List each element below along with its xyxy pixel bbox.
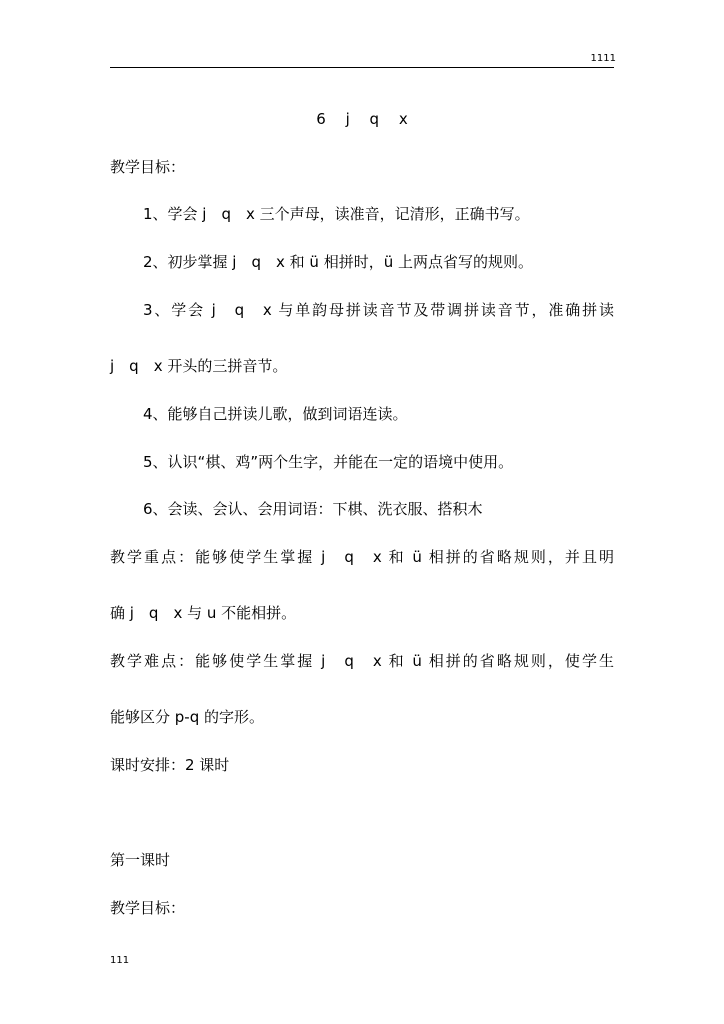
key-point: 教学重点：能够使学生掌握 j q x 和 ü 相拼的省略规则，并且明 (110, 548, 614, 566)
first-lesson-heading: 第一课时 (110, 851, 171, 869)
objective-3-cont: j q x 开头的三拼音节。 (110, 357, 288, 375)
header-rule (110, 67, 614, 68)
first-lesson-objectives: 教学目标： (110, 899, 186, 917)
objective-1: 1、学会 j q x 三个声母，读准音，记清形，正确书写。 (143, 205, 530, 223)
objectives-heading: 教学目标： (110, 158, 186, 176)
objective-5: 5、认识“棋、鸡”两个生字，并能在一定的语境中使用。 (143, 453, 514, 471)
objective-3: 3、学会 j q x 与单韵母拼读音节及带调拼读音节，准确拼读 (143, 301, 614, 319)
difficulty: 教学难点：能够使学生掌握 j q x 和 ü 相拼的省略规则，使学生 (110, 652, 614, 670)
lesson-title: 6 j q x (316, 110, 408, 128)
objective-4: 4、能够自己拼读儿歌，做到词语连读。 (143, 405, 408, 423)
objective-2: 2、初步掌握 j q x 和 ü 相拼时，ü 上两点省写的规则。 (143, 253, 533, 271)
objective-6: 6、会读、会认、会用词语：下棋、洗衣服、搭积木 (143, 500, 483, 518)
key-point-cont: 确 j q x 与 u 不能相拼。 (110, 604, 297, 622)
schedule: 课时安排：2 课时 (110, 756, 230, 774)
footer-page-ref: 111 (110, 955, 130, 966)
header-page-ref: 1111 (590, 53, 616, 64)
difficulty-cont: 能够区分 p-q 的字形。 (110, 708, 264, 726)
